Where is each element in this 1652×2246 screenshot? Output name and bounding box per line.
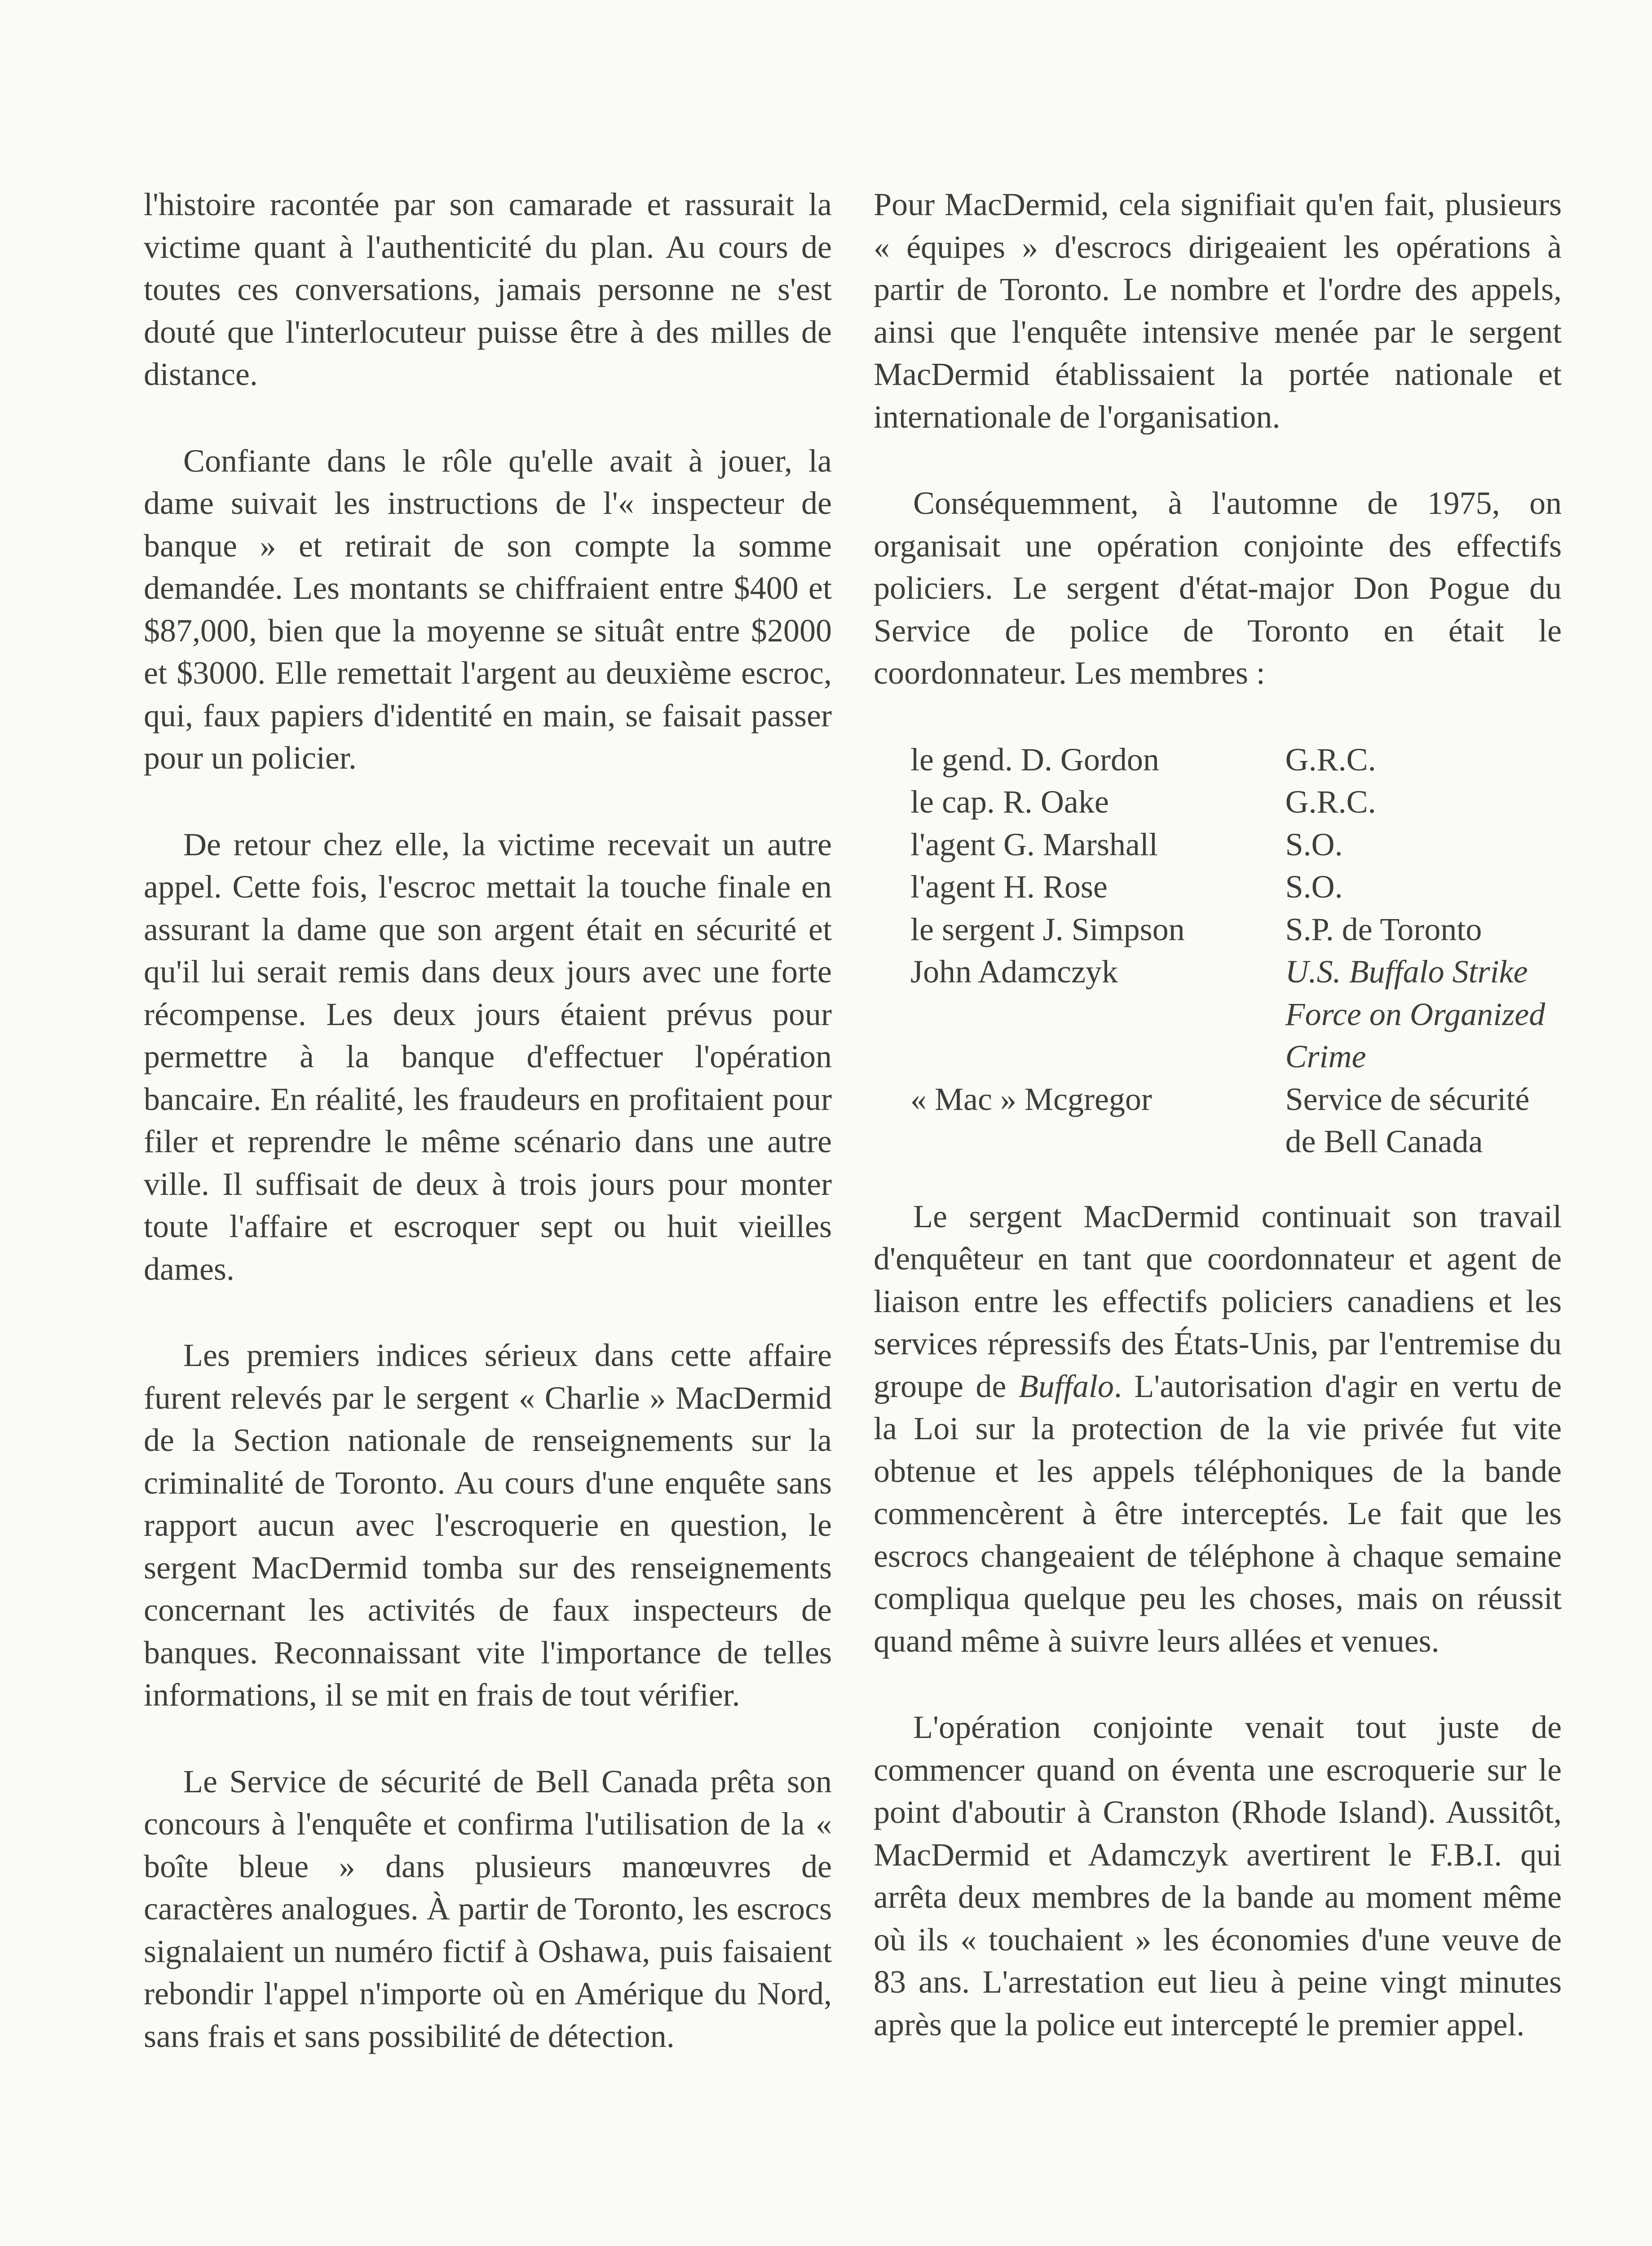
paragraph: De retour chez elle, la victime recevait un autre appel. Cette fois, l'escroc mettait la touche finale en assurant la dame que son argent était en sécurité et qu'il lui serait remis dans deux jours avec une forte récompense. Les deux jours étaient prévus pour permettre à la banque d'effectuer l'opération bancaire. En réalité, les fraudeurs en profitaient pour filer et reprendre le même scénario dans une autre ville. Il suffisait de deux à trois jours pour monter toute l'affaire et escroquer sept ou huit vieilles dames.	[144, 826, 832, 1287]
member-row	[910, 823, 1562, 866]
member-name: l'agent H. Rose	[910, 869, 1108, 905]
member-org: S.P. de Toronto	[1285, 911, 1482, 947]
right-column	[874, 183, 1562, 2090]
left-column	[144, 183, 832, 2101]
member-org: Service de sécurité de Bell Canada	[1285, 1081, 1530, 1159]
member-row	[910, 1078, 1562, 1163]
member-row	[910, 866, 1562, 908]
paragraph: L'opération conjointe venait tout juste de commencer quand on éventa une escroquerie sur le point d'aboutir à Cranston (Rhode Island). Aussitôt, MacDermid et Adamczyk avertirent le F.B.I. qui arrêta deux membres de la bande au moment même où ils « touchaient » les économies d'une veuve de 83 ans. L'arrestation eut lieu à peine vingt minutes après que la police eut intercepté le premier appel.	[874, 1709, 1562, 2043]
member-name: « Mac » Mcgregor	[910, 1081, 1152, 1117]
paragraph: l'histoire racontée par son camarade et rassurait la victime quant à l'authenticité du plan. Au cours de toutes ces conversations, jamais personne ne s'est douté que l'interlocuteur puisse être à des milles de distance.	[144, 186, 832, 392]
paragraph: Les premiers indices sérieux dans cette affaire furent relevés par le sergent « Charlie » MacDermid de la Section nationale de renseignements sur la criminalité de Toronto. Au cours d'une enquête sans rapport aucun avec l'escroquerie en question, le sergent MacDermid tomba sur des renseignements concernant les activités de faux inspecteurs de banques. Reconnaissant vite l'importance de telles informations, il se mit en frais de tout vérifier.	[144, 1337, 832, 1713]
member-org: S.O.	[1285, 826, 1343, 862]
paragraph-text: . L'autorisation d'agir en vertu de la Loi sur la protection de la vie privée fut vite obtenue et les appels téléphoniques de la bande commencèrent à être interceptés. Le fait que les escrocs changeaient de téléphone à chaque semaine compliqua quelque peu les choses, mais on réussit quand même à suivre leurs allées et venues.	[874, 1368, 1562, 1659]
member-org: S.O.	[1285, 869, 1343, 905]
paragraph: Le Service de sécurité de Bell Canada prêta son concours à l'enquête et confirma l'utilisation de la « boîte bleue » dans plusieurs manœuvres de caractères analogues. À partir de Toronto, les escrocs signalaient un numéro fictif à Oshawa, puis faisaient rebondir l'appel n'importe où en Amérique du Nord, sans frais et sans possibilité de détection.	[144, 1763, 832, 2054]
paragraph: Pour MacDermid, cela signifiait qu'en fait, plusieurs « équipes » d'escrocs dirigeaient les opérations à partir de Toronto. Le nombre et l'ordre des appels, ainsi que l'enquête intensive menée par le sergent MacDermid établissaient la portée nationale et internationale de l'organisation.	[874, 186, 1562, 435]
member-row	[910, 738, 1562, 781]
members-list	[910, 738, 1562, 1163]
member-name: le cap. R. Oake	[910, 784, 1109, 820]
paragraph-italic-text: Buffalo	[1018, 1368, 1114, 1404]
member-org: G.R.C.	[1285, 784, 1376, 820]
member-org: U.S. Buffalo Strike Force on Organized Crime	[1285, 954, 1546, 1074]
member-name: John Adamczyk	[910, 954, 1118, 990]
member-name: le gend. D. Gordon	[910, 741, 1159, 778]
member-row	[910, 781, 1562, 823]
member-org: G.R.C.	[1285, 741, 1376, 778]
paragraph: Confiante dans le rôle qu'elle avait à jouer, la dame suivait les instructions de l'« inspecteur de banque » et retirait de son compte la somme demandée. Les montants se chiffraient entre $400 et $87,000, bien que la moyenne se situât entre $2000 et $3000. Elle remettait l'argent au deuxième escroc, qui, faux papiers d'identité en main, se faisait passer pour un policier.	[144, 442, 832, 776]
member-row	[910, 951, 1562, 1078]
paragraph: Conséquemment, à l'automne de 1975, on organisait une opération conjointe des effectifs policiers. Le sergent d'état-major Don Pogue du Service de police de Toronto en était le coordonnateur. Les membres :	[874, 485, 1562, 691]
member-name: l'agent G. Marshall	[910, 826, 1158, 862]
paragraph-text: Le sergent MacDermid continuait son travail d'enquêteur en tant que coordonnateur et agent de liaison entre les effectifs policiers canadiens et les services répressifs des États-Unis, par l'entremise du groupe de	[874, 1198, 1562, 1404]
member-row	[910, 908, 1562, 951]
paragraph	[874, 1195, 1562, 1662]
member-name: le sergent J. Simpson	[910, 911, 1185, 947]
